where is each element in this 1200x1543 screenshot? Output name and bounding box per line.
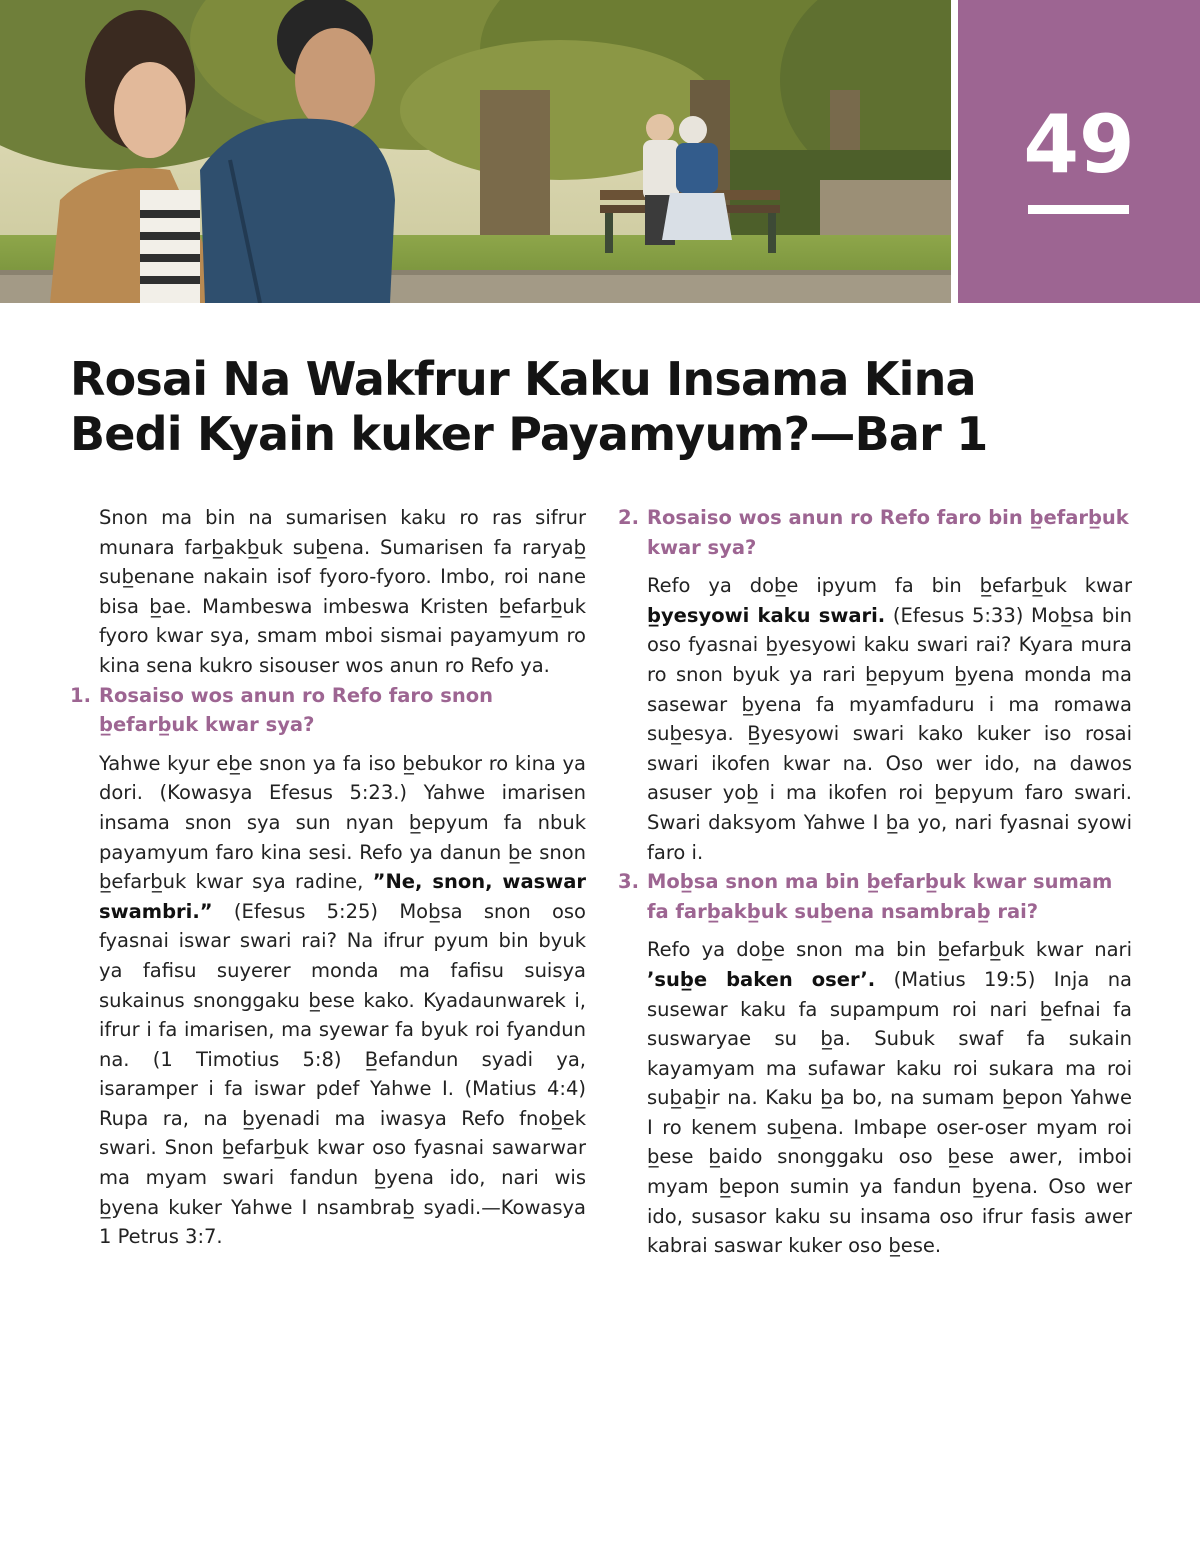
question-1-text: Rosaiso wos anun ro Refo faro snon b̲efarb̲uk kwar sya? [99,683,493,737]
answer-2-part-1: Refo ya dob̲e ipyum fa bin b̲efarb̲uk kwar [647,574,1132,598]
left-column [70,503,586,1252]
answer-1-bold: ”Ne, snon, waswar swambri.” [99,870,586,923]
question-3-text: Mob̲sa snon ma bin b̲efarb̲uk kwar sumam fa farb̲akb̲uk sub̲ena nsambrab̲ rai? [647,870,1113,923]
answer-1-part-2: (Efesus 5:25) Mob̲sa snon oso fyasnai iswar swari rai? Na ifrur pyum bin byuk ya fafisu suyerer monda ma fafisu suisya sukainus snonggaku b̲ese kako. Kyadaunwarek i, ifrur i fa imarisen, ma syewar fa byuk roi fyandun na. (1 Timotius 5:8) B̲efandun syadi ya, isaramper i fa iswar pdef Yahwe I. (Matius 4:4) Rupa ra, na b̲yenadi ma iwasya Refo fnob̲ek swari. Snon b̲efarb̲uk kwar oso fyasnai sawarwar ma myam swari fandun b̲yena ido, nari wis b̲yena kuker Yahwe I nsambrab̲ syadi.—Kowasya 1 Petrus 3:7. [99,899,586,1249]
hero-photo [0,0,951,303]
answer-3-paragraph [647,935,1132,1261]
intro-paragraph: Snon ma bin na sumarisen kaku ro ras sifrur munara farb̲akb̲uk sub̲ena. Sumarisen fa raryab̲ sub̲enane nakain isof fyoro-fyoro. Imbo, roi nane bisa b̲ae. Mambeswa imbeswa Kristen b̲efarb̲uk fyoro kwar sya, smam mboi sismai payamyum ro kina sena kukro sisouser wos anun ro Refo ya. [99,506,586,677]
answer-2-paragraph [647,571,1132,867]
answer-3-bold: ’sub̲e baken oser’. [647,967,876,991]
question-3 [618,867,1132,926]
lesson-number-underline [1028,205,1129,214]
question-2 [618,503,1132,562]
answer-1-part-1: Yahwe kyur eb̲e snon ya fa iso b̲ebukor ro kina ya dori. (Kowasya Efesus 5:23.) Yahwe imarisen insama snon sya sun nyan b̲epyum fa nbuk payamyum faro kina sesi. Refo ya danun b̲e snon b̲efarb̲uk kwar sya radine, [99,751,586,894]
lesson-number-box [958,0,1200,303]
lesson-number: 49 [1023,98,1135,191]
page-title: Rosai Na Wakfrur Kaku Insama Kina Bedi Kyain kuker Payamyum?—Bar 1 [70,352,988,461]
question-1 [70,681,586,740]
question-1-number: 1. [70,683,91,707]
answer-1-paragraph [99,749,586,1252]
answer-2-bold: b̲yesyowi kaku swari. [647,603,886,627]
question-3-number: 3. [618,870,639,894]
answer-3-part-2: (Matius 19:5) Inja na susewar kaku fa supampum roi nari b̲efnai fa suswaryae su b̲a. Subuk swaf fa sukain kayamyam ma sufawar kaku roi sukara ma roi sub̲ab̲ir na. Kaku b̲a bo, na sumam b̲epon Yahwe I ro kenem sub̲ena. Imbape oser-oser myam roi b̲ese b̲aido snonggaku oso b̲ese awer, imboi myam b̲epon sumin ya fandun b̲yena. Oso wer ido, susasor kaku su insama oso ifrur fasis awer kabrai saswar kuker oso b̲ese. [647,967,1132,1258]
answer-2-part-2: (Efesus 5:33) Mob̲sa bin oso fyasnai b̲yesyowi kaku swari rai? Kyara mura ro snon byuk ya rari b̲epyum b̲yena monda ma sasewar b̲yena fa myamfaduru i ma romawa sub̲esya. B̲yesyowi swari kako kuker iso rosai swari ikofen kwar na. Oso wer ido, na dawos asuser yob̲ i ma ikofen roi b̲epyum faro swari. Swari daksyom Yahwe I b̲a yo, nari fyasnai syowi faro i. [647,603,1132,864]
park-couple-illustration [0,0,951,303]
question-2-number: 2. [618,506,639,529]
answer-3-part-1: Refo ya dob̲e snon ma bin b̲efarb̲uk kwar nari [647,938,1132,962]
question-2-text: Rosaiso wos anun ro Refo faro bin b̲efarb̲uk kwar sya? [647,506,1129,559]
right-column [618,503,1132,1261]
